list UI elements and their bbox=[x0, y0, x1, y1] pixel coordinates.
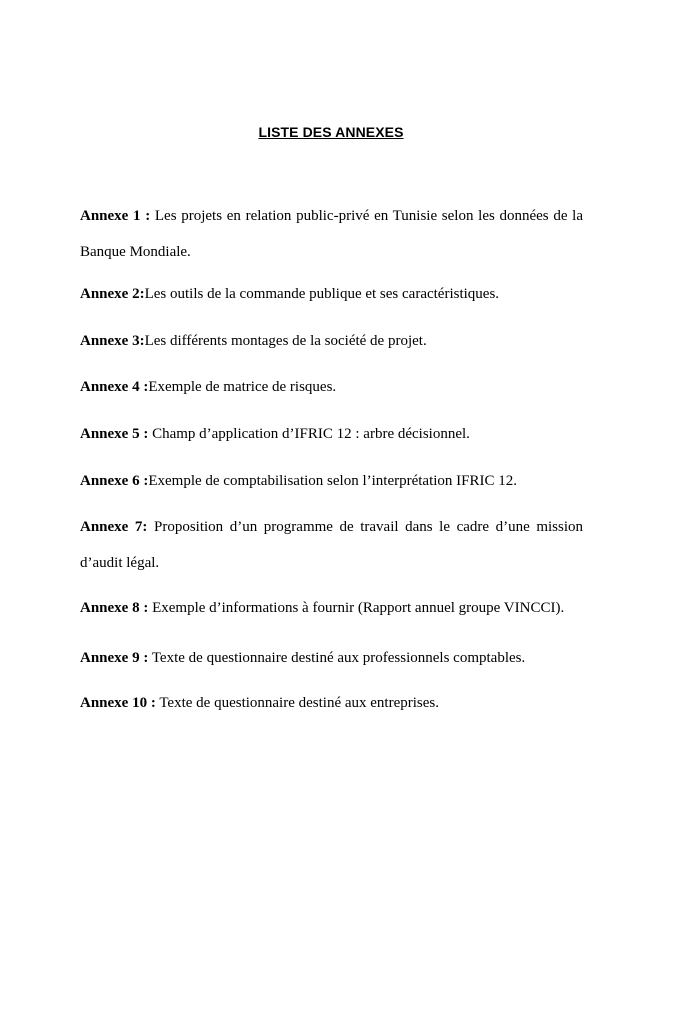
annex-item-8 bbox=[80, 590, 583, 626]
annex-text: Texte de questionnaire destiné aux professionnels comptables. bbox=[151, 650, 526, 666]
annex-text: Exemple de comptabilisation selon l’interprétation IFRIC 12. bbox=[148, 473, 517, 489]
annex-label: Annexe 9 : bbox=[80, 650, 149, 666]
annex-label: Annexe 5 : bbox=[80, 426, 149, 442]
annex-label: Annexe 1 : bbox=[80, 208, 151, 224]
annex-item-6 bbox=[80, 463, 583, 499]
annex-item-1 bbox=[80, 198, 583, 270]
annex-text: Texte de questionnaire destiné aux entreprises. bbox=[159, 695, 439, 711]
annex-label: Annexe 6 : bbox=[80, 473, 149, 489]
annex-item-3 bbox=[80, 323, 583, 359]
annex-item-5 bbox=[80, 416, 583, 452]
annex-text: Les outils de la commande publique et ses caractéristiques. bbox=[144, 286, 500, 302]
annex-item-4 bbox=[80, 369, 583, 405]
annex-item-7 bbox=[80, 509, 583, 581]
annex-text: Exemple d’informations à fournir (Rapport annuel groupe VINCCI). bbox=[152, 600, 565, 616]
annex-label: Annexe 3: bbox=[80, 333, 145, 349]
annex-text: Les différents montages de la société de projet. bbox=[144, 333, 427, 349]
annex-item-2 bbox=[80, 276, 583, 312]
annex-text: Champ d’application d’IFRIC 12 : arbre décisionnel. bbox=[152, 426, 470, 442]
annex-label: Annexe 10 : bbox=[80, 695, 156, 711]
annex-label: Annexe 2: bbox=[80, 286, 145, 302]
annex-item-9 bbox=[80, 640, 583, 676]
annex-text: Exemple de matrice de risques. bbox=[148, 379, 337, 395]
annex-label: Annexe 8 : bbox=[80, 600, 149, 616]
annex-text: Proposition d’un programme de travail dans le cadre d’une mission d’audit légal. bbox=[80, 519, 584, 571]
annex-text: Les projets en relation public-privé en Tunisie selon les données de la Banque Mondiale. bbox=[80, 208, 584, 260]
page-title: LISTE DES ANNEXES bbox=[258, 124, 404, 140]
annex-label: Annexe 4 : bbox=[80, 379, 149, 395]
annex-item-10 bbox=[80, 685, 583, 721]
annex-label: Annexe 7: bbox=[80, 519, 148, 535]
